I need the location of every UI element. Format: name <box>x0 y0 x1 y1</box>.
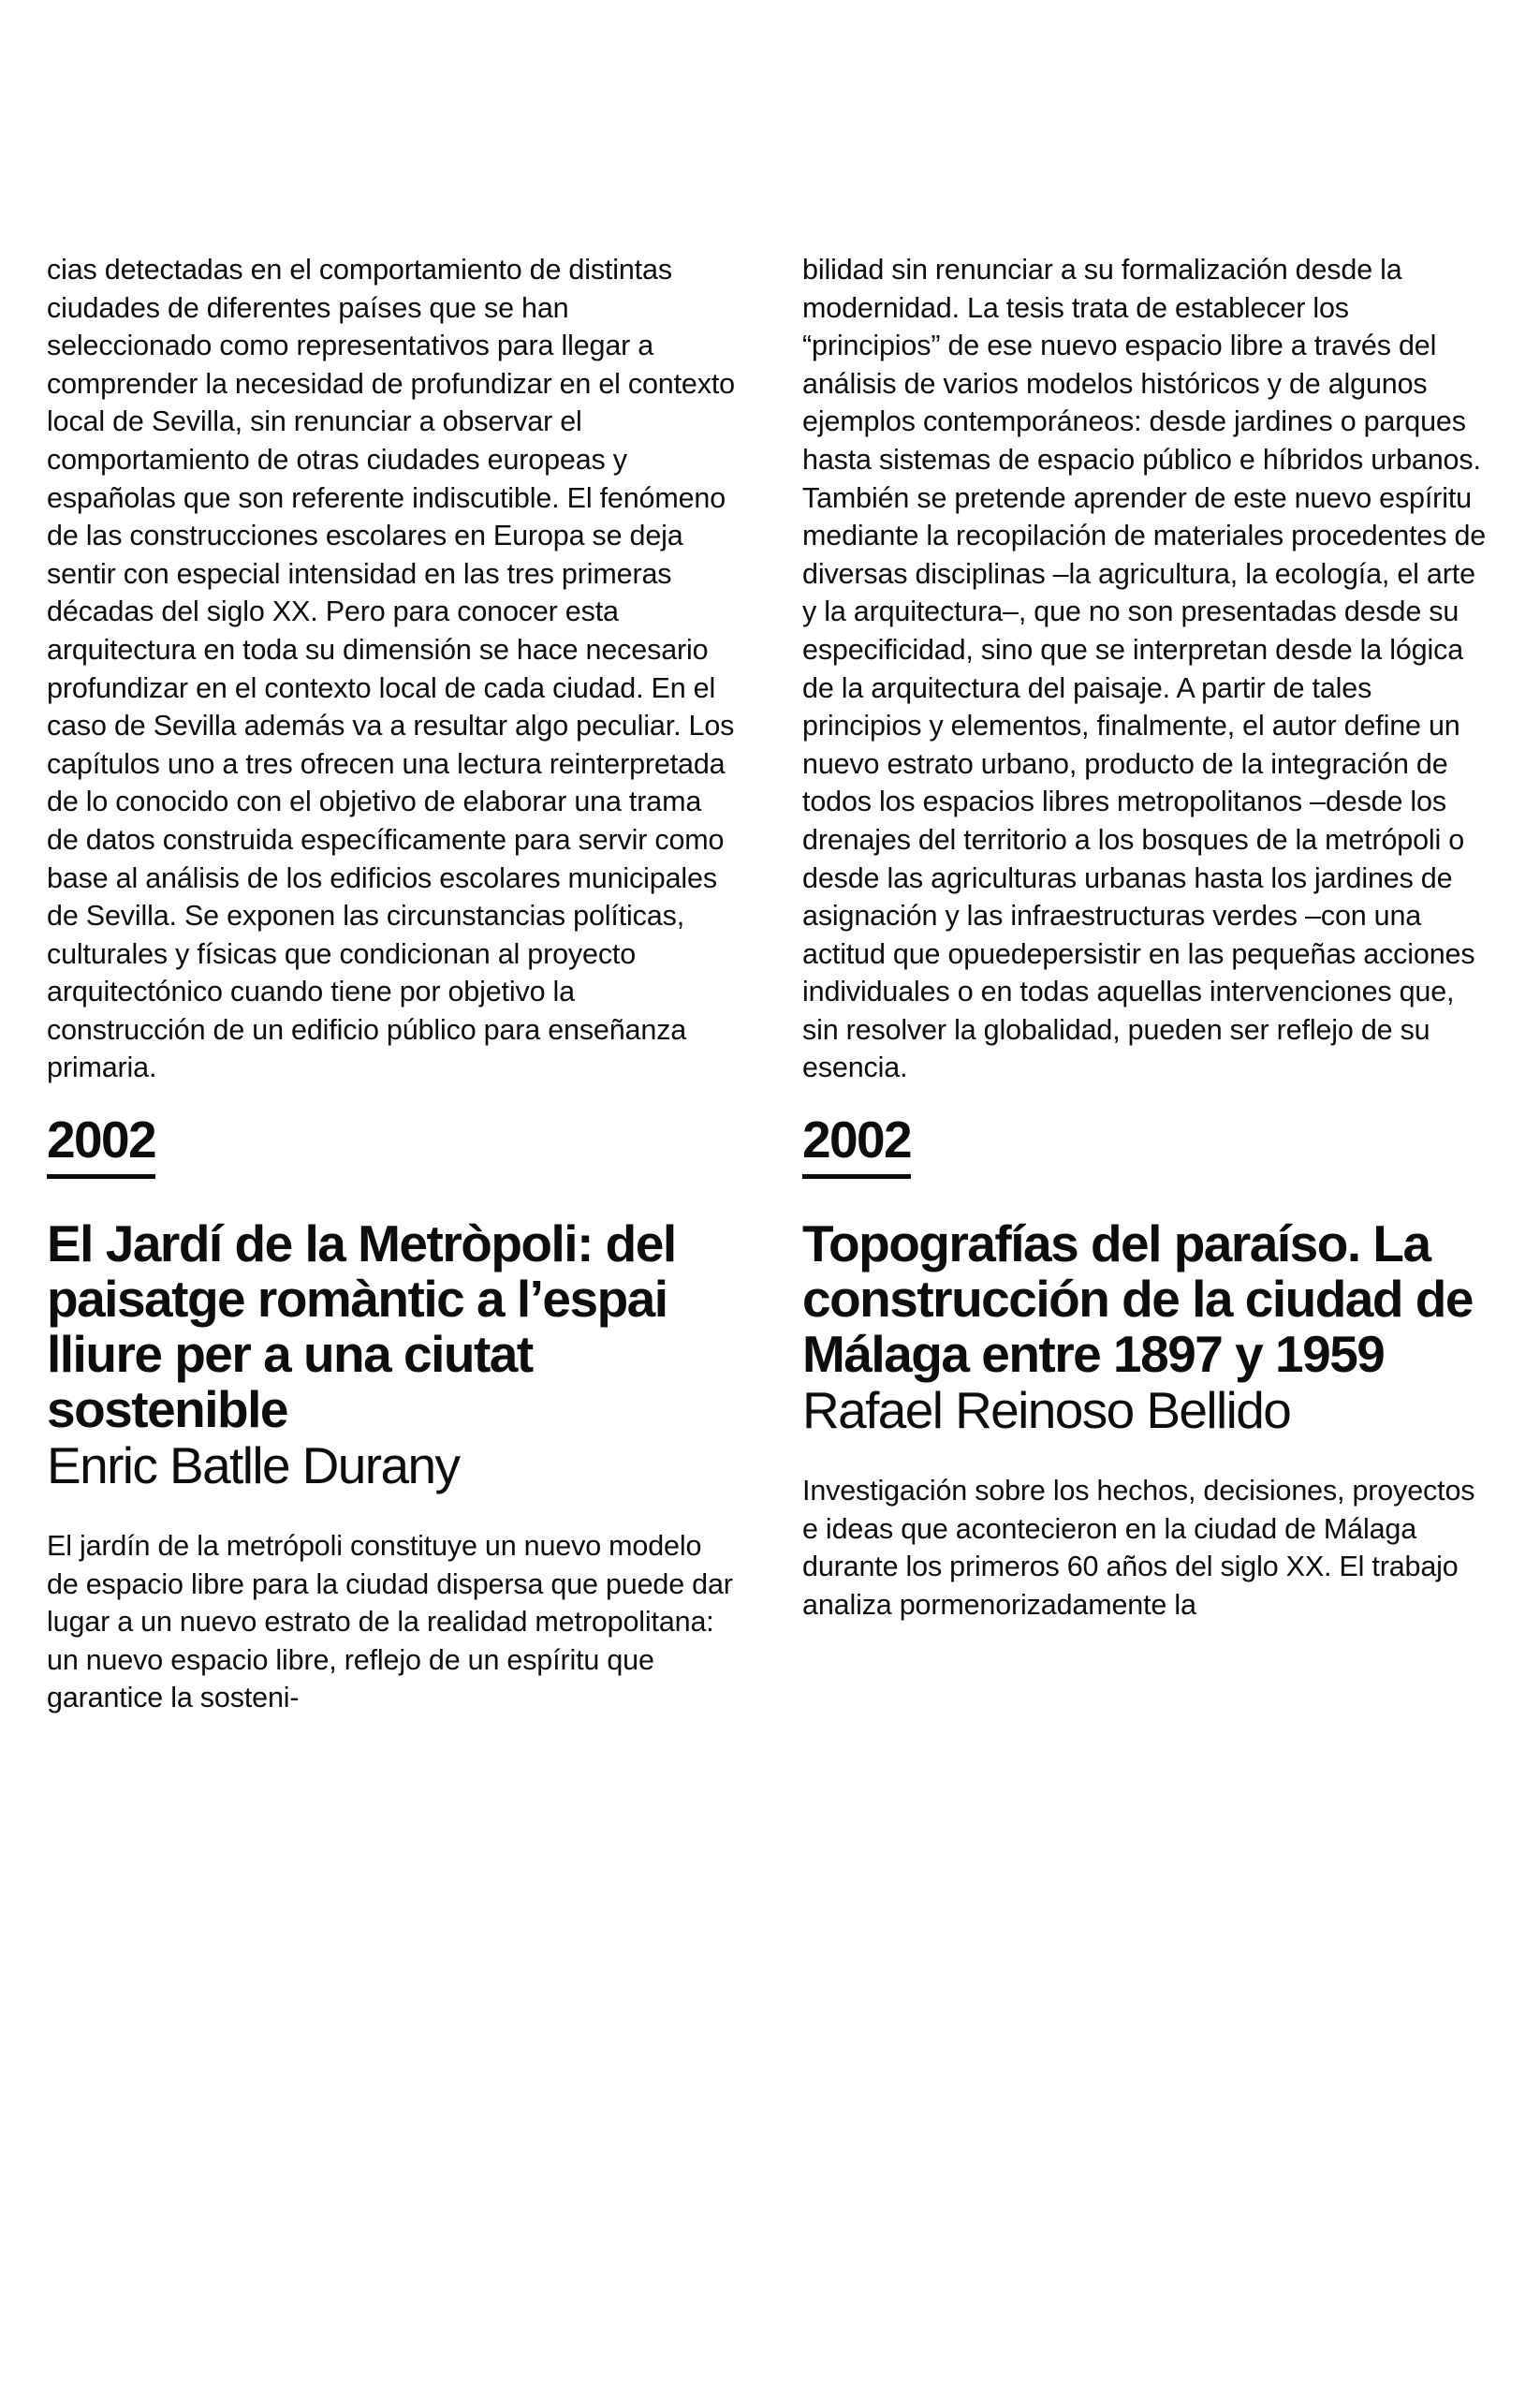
left-year-heading: 2002 <box>47 1111 155 1179</box>
right-column <box>802 251 1493 1717</box>
right-intro-paragraph: bilidad sin renunciar a su formalización desde la modernidad. La tesis trata de establecer los “principios” de ese nuevo espacio libre a través del análisis de varios modelos históricos y de algunos ejemplos contemporáneos: desde jardines o parques hasta sistemas de espacio público e híbridos urbanos. También se pretende aprender de este nuevo espíritu mediante la recopilación de materiales procedentes de diversas disciplinas –la agricultura, la ecología, el arte y la arquitectura–, que no son presentadas desde su especificidad, sino que se interpretan desde la lógica de la arquitectura del paisaje. A partir de tales principios y elementos, finalmente, el autor define un nuevo estrato urbano, producto de la integración de todos los espacios libres metropolitanos –desde los drenajes del territorio a los bosques de la metrópoli o desde las agriculturas urbanas hasta los jardines de asignación y las infraestructuras verdes –con una actitud que opuedepersistir en las pequeñas acciones individuales o en todas aquellas intervenciones que, sin resolver la globalidad, pueden ser reflejo de su esencia. <box>802 254 1487 1084</box>
right-entry-author: Rafael Reinoso Bellido <box>802 1381 1291 1440</box>
right-entry-title: Topografías del paraíso. La construcción de la ciudad de Málaga entre 1897 y 1959 <box>802 1214 1473 1384</box>
right-entry-abstract: Investigación sobre los hechos, decisiones, proyectos e ideas que acontecieron en la ciudad de Málaga durante los primeros 60 años del siglo XX. El trabajo analiza pormenorizadamente la <box>802 1475 1475 1621</box>
right-year-heading-wrap <box>802 1111 1493 1179</box>
left-intro-paragraph: cias detectadas en el comportamiento de distintas ciudades de diferentes países que se han seleccionado como representativos para llegar a comprender la necesidad de profundizar en el contexto local de Sevilla, sin renunciar a observar el comportamiento de otras ciudades europeas y españolas que son referente indiscutible. El fenómeno de las construcciones escolares en Europa se deja sentir con especial intensidad en las tres primeras décadas del siglo XX. Pero para conocer esta arquitectura en toda su dimensión se hace necesario profundizar en el contexto local de cada ciudad. En el caso de Sevilla además va a resultar algo peculiar. Los capítulos uno a tres ofrecen una lectura reinterpretada de lo conocido con el objetivo de elaborar una trama de datos construida específicamente para servir como base al análisis de los edificios escolares municipales de Sevilla. Se exponen las circunstancias políticas, culturales y físicas que condicionan al proyecto arquitectónico cuando tiene por objetivo la construcción de un edificio público para enseñanza primaria. <box>47 254 735 1084</box>
left-column <box>47 251 738 1717</box>
left-entry-abstract: El jardín de la metrópoli constituye un nuevo modelo de espacio libre para la ciudad dispersa que puede dar lugar a un nuevo estrato de la realidad metropolitana: un nuevo espacio libre, reflejo de un espíritu que garantice la sosteni- <box>47 1530 733 1714</box>
right-year-heading: 2002 <box>802 1111 911 1179</box>
two-column-layout <box>47 251 1493 1717</box>
left-entry-author: Enric Batlle Durany <box>47 1436 460 1495</box>
left-year-heading-wrap <box>47 1111 738 1179</box>
left-entry-title: El Jardí de la Metròpoli: del paisatge romàntic a l’espai lliure per a una ciutat sostenible <box>47 1214 676 1439</box>
